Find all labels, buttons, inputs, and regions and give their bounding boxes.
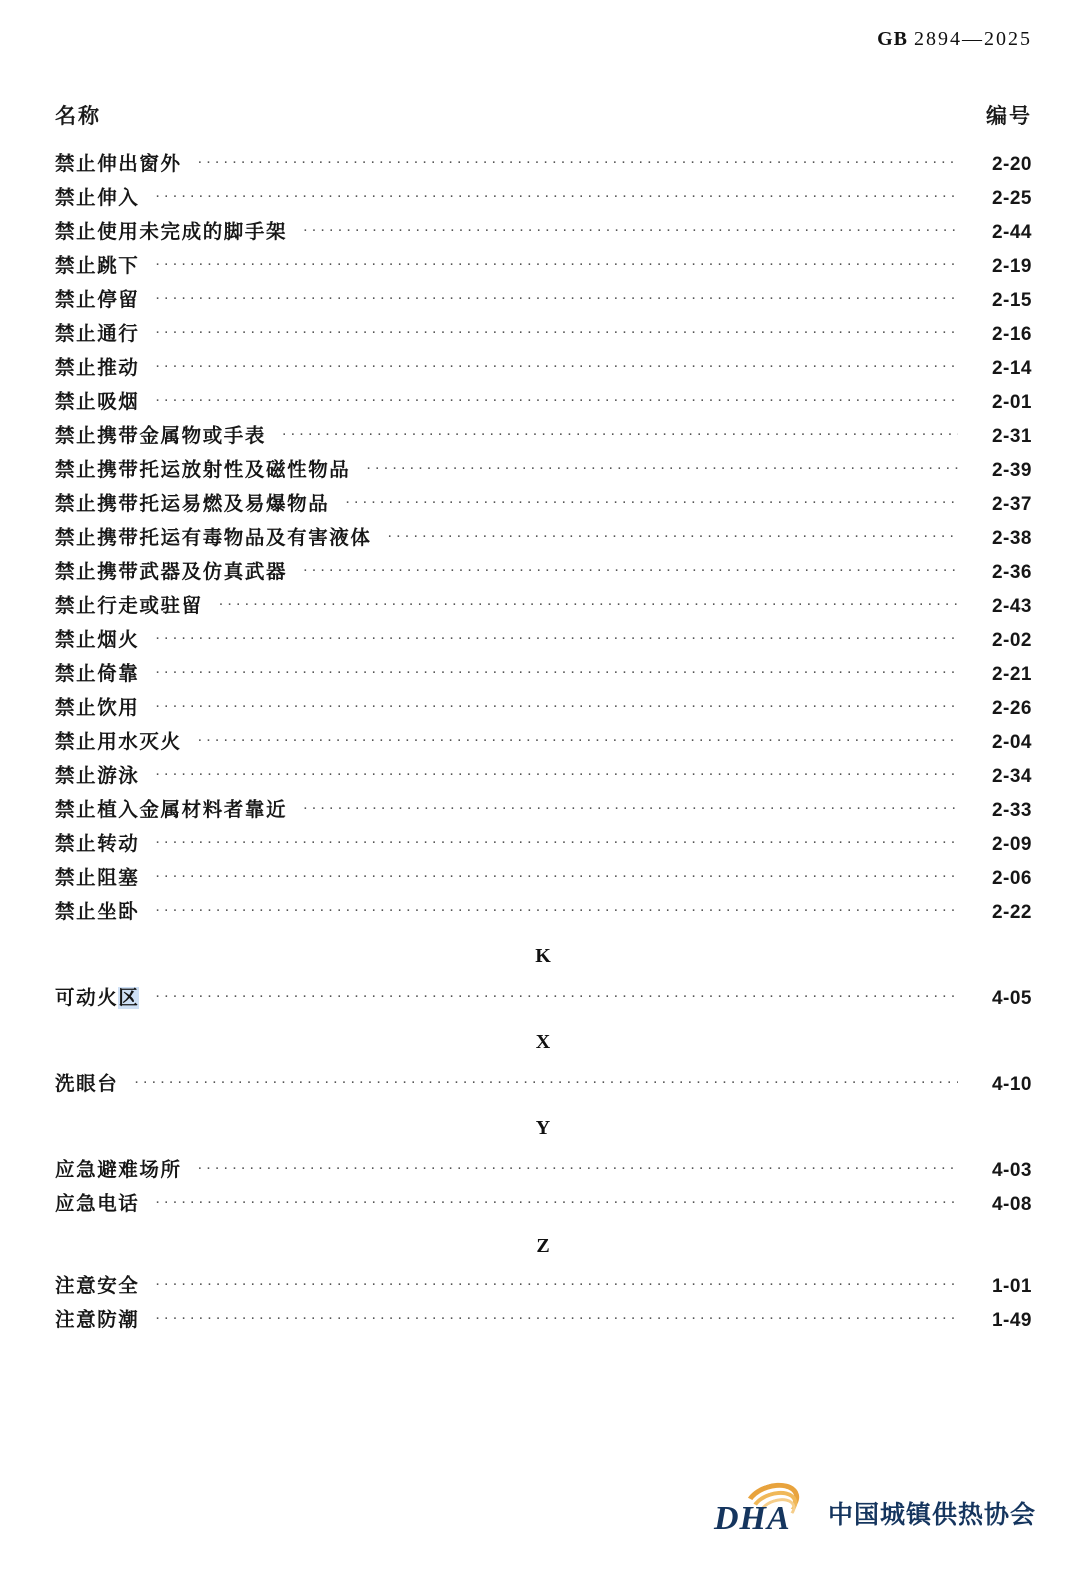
entry-label: 禁止伸入 — [55, 187, 140, 209]
leader-dots — [155, 290, 958, 306]
section-letter-z: Z — [536, 1234, 551, 1257]
index-entry — [55, 556, 1032, 590]
standard-code: GB — [877, 28, 908, 50]
entry-number: 2-21 — [991, 664, 1032, 685]
entry-label: 禁止跳下 — [55, 255, 140, 277]
entry-number: 4-03 — [991, 1160, 1032, 1181]
leader-dots — [303, 800, 958, 816]
index-entry — [55, 1270, 1032, 1304]
index-entry — [55, 1154, 1032, 1188]
leader-dots — [155, 630, 958, 646]
leader-dots — [155, 988, 958, 1004]
entry-label: 禁止阻塞 — [55, 867, 140, 889]
leader-dots — [155, 1276, 958, 1292]
index-entry — [55, 1068, 1032, 1102]
entry-number: 1-49 — [991, 1310, 1032, 1331]
index-entry — [55, 284, 1032, 318]
entry-number: 2-14 — [991, 358, 1032, 379]
entry-label: 禁止携带托运放射性及磁性物品 — [55, 459, 351, 481]
leader-dots — [388, 528, 958, 544]
entry-number: 2-36 — [991, 562, 1032, 583]
entry-label: 注意防潮 — [55, 1309, 140, 1331]
leader-dots — [303, 562, 958, 578]
entry-label: 应急避难场所 — [55, 1159, 182, 1181]
leader-dots — [134, 1074, 958, 1090]
leader-dots — [198, 154, 958, 170]
section-letter-k: K — [535, 944, 552, 967]
leader-dots — [155, 664, 958, 680]
leader-dots — [155, 698, 958, 714]
column-header-number: 编号 — [986, 105, 1032, 128]
index-entry — [55, 488, 1032, 522]
entry-label: 禁止吸烟 — [55, 391, 140, 413]
entry-label: 禁止停留 — [55, 289, 140, 311]
leader-dots — [155, 868, 958, 884]
entry-label: 禁止伸出窗外 — [55, 153, 182, 175]
entry-number: 4-08 — [991, 1194, 1032, 1215]
index-list — [55, 148, 1032, 1338]
entry-number: 2-19 — [991, 256, 1032, 277]
entry-label: 禁止使用未完成的脚手架 — [55, 221, 288, 243]
index-entry — [55, 982, 1032, 1016]
entry-number: 2-16 — [991, 324, 1032, 345]
leader-dots — [155, 1194, 958, 1210]
entry-number: 2-06 — [991, 868, 1032, 889]
leader-dots — [155, 766, 958, 782]
entry-label: 禁止携带托运易燃及易爆物品 — [55, 493, 330, 515]
entry-label-plain: 可动火 — [55, 987, 119, 1009]
index-entry — [55, 1304, 1032, 1338]
index-entry — [55, 454, 1032, 488]
leader-dots — [155, 188, 958, 204]
section-letter-x: X — [535, 1030, 552, 1053]
index-entry — [55, 692, 1032, 726]
entry-label: 禁止转动 — [55, 833, 140, 855]
leader-dots — [155, 358, 958, 374]
index-entry — [55, 658, 1032, 692]
entry-label: 禁止坐卧 — [55, 901, 140, 923]
index-entry — [55, 760, 1032, 794]
entry-number: 2-04 — [991, 732, 1032, 753]
leader-dots — [155, 256, 958, 272]
leader-dots — [155, 902, 958, 918]
index-entry — [55, 1188, 1032, 1222]
index-entry — [55, 896, 1032, 930]
entry-number: 2-31 — [991, 426, 1032, 447]
entry-number: 2-15 — [991, 290, 1032, 311]
entry-label-highlighted: 区 — [118, 987, 140, 1009]
entry-label: 禁止植入金属材料者靠近 — [55, 799, 288, 821]
entry-label: 禁止推动 — [55, 357, 140, 379]
index-entry — [55, 386, 1032, 420]
index-entry — [55, 148, 1032, 182]
entry-label: 禁止用水灭火 — [55, 731, 182, 753]
page-header — [877, 28, 1032, 51]
index-entry — [55, 522, 1032, 556]
entry-number: 2-43 — [991, 596, 1032, 617]
entry-label: 禁止游泳 — [55, 765, 140, 787]
index-entry — [55, 828, 1032, 862]
entry-number: 2-01 — [991, 392, 1032, 413]
entry-label: 洗眼台 — [55, 1073, 119, 1095]
entry-label — [55, 982, 149, 1010]
entry-label: 应急电话 — [55, 1193, 140, 1215]
entry-label: 禁止通行 — [55, 323, 140, 345]
index-column-headers — [0, 100, 1080, 130]
entry-number: 2-25 — [991, 188, 1032, 209]
entry-label: 禁止烟火 — [55, 629, 140, 651]
entry-number: 2-38 — [991, 528, 1032, 549]
entry-number: 2-20 — [991, 154, 1032, 175]
index-entry — [55, 420, 1032, 454]
entry-number: 2-33 — [991, 800, 1032, 821]
index-entry — [55, 862, 1032, 896]
entry-label: 禁止饮用 — [55, 697, 140, 719]
entry-number: 4-05 — [991, 988, 1032, 1009]
index-entry — [55, 318, 1032, 352]
entry-number: 2-44 — [991, 222, 1032, 243]
entry-label: 禁止携带武器及仿真武器 — [55, 561, 288, 583]
leader-dots — [155, 392, 958, 408]
entry-number: 2-37 — [991, 494, 1032, 515]
index-entry — [55, 352, 1032, 386]
leader-dots — [366, 460, 958, 476]
entry-label: 禁止行走或驻留 — [55, 595, 203, 617]
section-letter-y: Y — [535, 1116, 552, 1139]
entry-label: 禁止倚靠 — [55, 663, 140, 685]
entry-number: 2-26 — [991, 698, 1032, 719]
index-entry — [55, 624, 1032, 658]
leader-dots — [219, 596, 958, 612]
entry-number: 2-39 — [991, 460, 1032, 481]
dha-logo-icon — [714, 1486, 818, 1540]
entry-number: 2-02 — [991, 630, 1032, 651]
entry-number: 2-34 — [991, 766, 1032, 787]
leader-dots — [155, 1310, 958, 1326]
entry-label: 禁止携带金属物或手表 — [55, 425, 267, 447]
logo-text: DHA — [713, 1500, 791, 1537]
index-entry — [55, 182, 1032, 216]
index-entry — [55, 794, 1032, 828]
entry-label: 注意安全 — [55, 1275, 140, 1297]
index-entry — [55, 590, 1032, 624]
leader-dots — [198, 732, 958, 748]
leader-dots — [198, 1160, 958, 1176]
entry-number: 4-10 — [991, 1074, 1032, 1095]
organization-logo — [714, 1486, 1036, 1540]
leader-dots — [282, 426, 958, 442]
entry-number: 2-22 — [991, 902, 1032, 923]
leader-dots — [345, 494, 958, 510]
entry-number: 2-09 — [991, 834, 1032, 855]
leader-dots — [155, 324, 958, 340]
index-entry — [55, 250, 1032, 284]
column-header-name: 名称 — [55, 105, 101, 128]
index-entry — [55, 216, 1032, 250]
standard-number: 2894—2025 — [914, 28, 1032, 50]
leader-dots — [303, 222, 958, 238]
leader-dots — [155, 834, 958, 850]
index-entry — [55, 726, 1032, 760]
organization-name: 中国城镇供热协会 — [827, 1501, 1036, 1529]
entry-number: 1-01 — [991, 1276, 1032, 1297]
entry-label: 禁止携带托运有毒物品及有害液体 — [55, 527, 372, 549]
